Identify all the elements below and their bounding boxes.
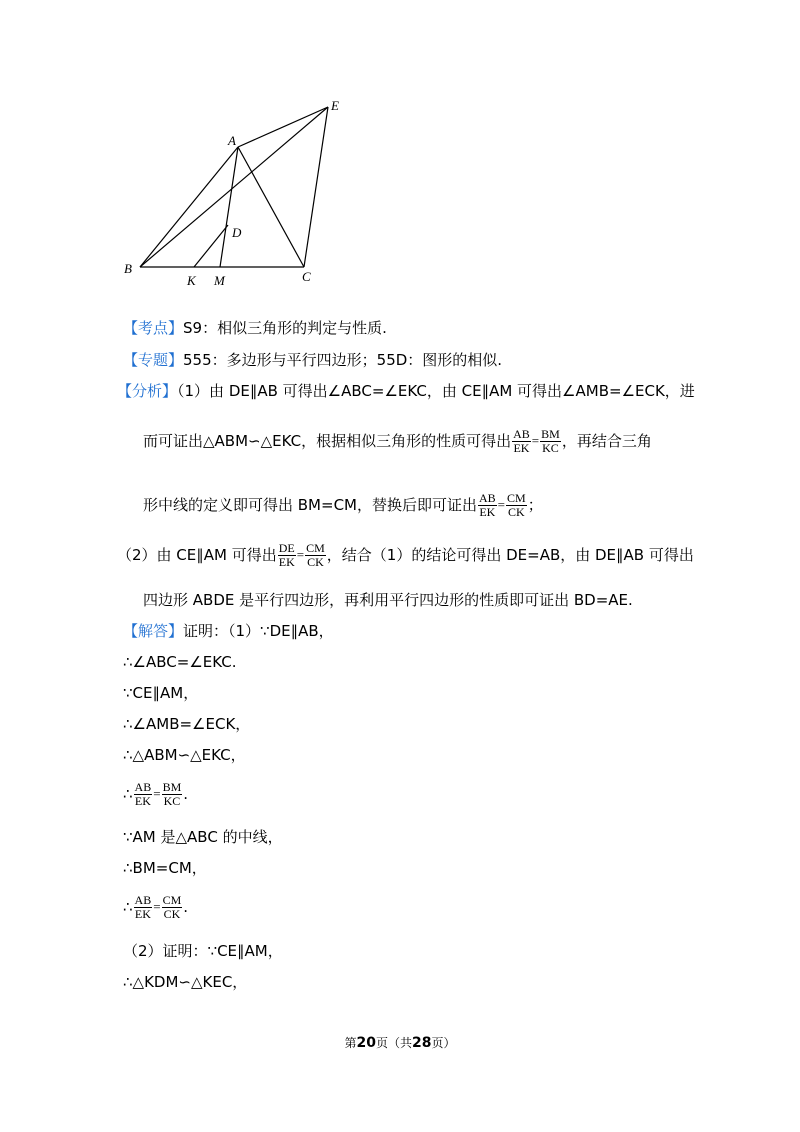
jieda-line-0 <box>123 620 334 642</box>
segment-AE <box>238 107 328 147</box>
fraction-ab-ek: $\frac{AB}{EK}$ <box>134 779 152 808</box>
segment-BE <box>140 107 328 267</box>
jieda-line-6: ∵AM 是△ABC 的中线， <box>123 828 283 846</box>
label-B: B <box>124 261 132 276</box>
kaodian-text: S9：相似三角形的判定与性质. <box>183 319 387 337</box>
jieda-line-3: ∴∠AMB=∠ECK， <box>123 715 251 733</box>
fenxi-line-2: 而可证出△ABM∽△EKC，根据相似三角形的性质可得出 $\frac{AB}{EK}$ = $\frac{BM}{KC}$ ，再结合三角 <box>143 426 652 455</box>
jieda-text-0: 证明：（1）∵DE∥AB， <box>183 622 334 640</box>
fenxi-text-3b: ； <box>527 496 543 514</box>
fraction-ab-ek: $\frac{AB}{EK}$ <box>513 426 530 455</box>
label-E: E <box>331 98 339 113</box>
label-A: A <box>228 133 236 148</box>
jieda-text-5b: . <box>183 785 189 803</box>
page-footer: 第20页（共28页） <box>344 1035 456 1051</box>
fraction-bm-kc: $\frac{BM}{KC}$ <box>162 779 182 808</box>
zhuanti-tag: 【专题】 <box>123 351 184 369</box>
jieda-line-8: ∴ $\frac{AB}{EK}$ = $\frac{CM}{CK}$ . <box>123 892 189 921</box>
fenxi-text-2a: 而可证出△ABM∽△EKC，根据相似三角形的性质可得出 <box>143 432 512 450</box>
jieda-line-5: ∴ $\frac{AB}{EK}$ = $\frac{BM}{KC}$ . <box>123 779 189 808</box>
fraction-cm-ck: $\frac{CM}{CK}$ <box>306 540 325 569</box>
jieda-tag: 【解答】 <box>123 622 184 640</box>
kaodian-line <box>123 317 387 339</box>
page-total: 28 <box>412 1035 432 1051</box>
segment-EC <box>304 107 328 267</box>
fenxi-text-1: （1）由 DE∥AB 可得出∠ABC=∠EKC，由 CE∥AM 可得出∠AMB=∠ECK，进 <box>177 382 695 400</box>
kaodian-tag: 【考点】 <box>123 319 184 337</box>
label-C: C <box>302 269 311 284</box>
fraction-ab-ek: $\frac{AB}{EK}$ <box>479 490 496 519</box>
jieda-text-8b: . <box>183 898 189 916</box>
fenxi-text-4b: ，结合（1）的结论可得出 DE=AB，由 DE∥AB 可得出 <box>326 546 694 564</box>
zhuanti-text: 555：多边形与平行四边形；55D：图形的相似. <box>183 351 503 369</box>
fraction-de-ek: $\frac{DE}{EK}$ <box>278 540 295 569</box>
jieda-line-4: ∴△ABM∽△EKC， <box>123 746 246 764</box>
fraction-cm-ck: $\frac{CM}{CK}$ <box>507 490 526 519</box>
fenxi-line-5 <box>143 589 633 611</box>
segment-AC <box>238 147 304 267</box>
fenxi-text-2b: ，再结合三角 <box>561 432 652 450</box>
label-M: M <box>214 273 225 288</box>
fenxi-line-4: （2）由 CE∥AM 可得出 $\frac{DE}{EK}$ = $\frac{CM}{CK}$ ，结合（1）的结论可得出 DE=AB，由 DE∥AB 可得出 <box>117 540 694 569</box>
fraction-ab-ek: $\frac{AB}{EK}$ <box>134 892 152 921</box>
label-D: D <box>232 225 242 240</box>
jieda-text-5a: ∴ <box>123 785 133 803</box>
fraction-cm-ck: $\frac{CM}{CK}$ <box>162 892 182 921</box>
fenxi-line-1 <box>117 380 695 402</box>
jieda-text-8a: ∴ <box>123 898 133 916</box>
fraction-bm-kc: $\frac{BM}{KC}$ <box>541 426 560 455</box>
jieda-line-9: （2）证明：∵CE∥AM， <box>123 942 283 960</box>
jieda-line-7: ∴BM=CM， <box>123 859 207 877</box>
fenxi-text-4a: （2）由 CE∥AM 可得出 <box>117 546 277 564</box>
geometry-figure <box>118 95 358 295</box>
jieda-line-1: ∴∠ABC=∠EKC. <box>123 653 237 671</box>
label-K: K <box>187 273 196 288</box>
jieda-line-10: ∴△KDM∽△KEC， <box>123 973 248 991</box>
page-number: 20 <box>356 1035 376 1051</box>
fenxi-tag: 【分析】 <box>117 382 178 400</box>
jieda-line-2: ∵CE∥AM， <box>123 684 199 702</box>
zhuanti-line <box>123 349 502 371</box>
fenxi-text-5: 四边形 ABDE 是平行四边形，再利用平行四边形的性质即可证出 BD=AE. <box>143 591 633 609</box>
fenxi-line-3: 形中线的定义即可得出 BM=CM，替换后即可证出 $\frac{AB}{EK}$ = $\frac{CM}{CK}$ ； <box>143 490 543 519</box>
fenxi-text-3a: 形中线的定义即可得出 BM=CM，替换后即可证出 <box>143 496 477 514</box>
